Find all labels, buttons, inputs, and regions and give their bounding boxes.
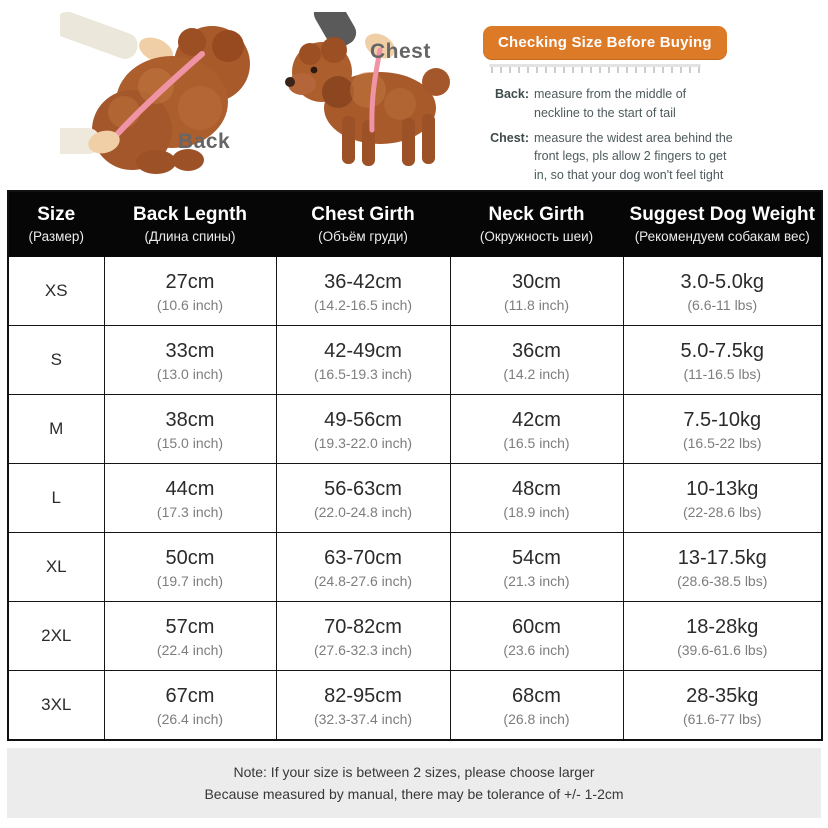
col-header-neck-girth: Neck Girth (Окружность шеи) (450, 191, 623, 257)
size-guide-panel (483, 26, 733, 185)
footer-note (7, 748, 821, 818)
neck-girth-cell: 54cm (21.3 inch) (450, 533, 623, 602)
weight-cell: 18-28kg (39.6-61.6 lbs) (623, 602, 822, 671)
table-header-row (8, 191, 822, 257)
size-cell: L (8, 464, 104, 533)
ruler-tape-icon (489, 64, 701, 73)
back-photo-label: Back (178, 130, 231, 153)
back-length-cell: 44cm (17.3 inch) (104, 464, 276, 533)
size-table (7, 190, 823, 741)
table-row (8, 326, 822, 395)
size-cell: M (8, 395, 104, 464)
dog-back-illustration (60, 12, 272, 180)
col-header-size: Size (Размер) (8, 191, 104, 257)
weight-cell: 13-17.5kg (28.6-38.5 lbs) (623, 533, 822, 602)
chest-girth-cell: 42-49cm (16.5-19.3 inch) (276, 326, 450, 395)
weight-cell: 3.0-5.0kg (6.6-11 lbs) (623, 257, 822, 326)
chest-girth-cell: 56-63cm (22.0-24.8 inch) (276, 464, 450, 533)
back-length-cell: 57cm (22.4 inch) (104, 602, 276, 671)
table-row (8, 602, 822, 671)
dog-chest-measure-photo (276, 12, 454, 180)
weight-cell: 5.0-7.5kg (11-16.5 lbs) (623, 326, 822, 395)
back-instruction-label: Back: (494, 87, 529, 101)
neck-girth-cell: 48cm (18.9 inch) (450, 464, 623, 533)
dog-chest-illustration (276, 12, 454, 180)
neck-girth-cell: 42cm (16.5 inch) (450, 395, 623, 464)
back-length-cell: 33cm (13.0 inch) (104, 326, 276, 395)
neck-girth-cell: 68cm (26.8 inch) (450, 671, 623, 741)
table-row (8, 395, 822, 464)
col-header-weight: Suggest Dog Weight (Рекомендуем собакам вес) (623, 191, 822, 257)
chest-instruction-label: Chest: (490, 130, 529, 145)
table-row (8, 257, 822, 326)
weight-cell: 28-35kg (61.6-77 lbs) (623, 671, 822, 741)
note-line-2: Because measured by manual, there may be tolerance of +/- 1-2cm (204, 786, 624, 802)
size-cell: 2XL (8, 602, 104, 671)
col-header-back-length: Back Legnth (Длина спины) (104, 191, 276, 257)
checking-size-banner: Checking Size Before Buying (483, 26, 727, 59)
back-instruction-text: measure from the middle of neckline to the start of tail (534, 87, 687, 120)
neck-girth-cell: 30cm (11.8 inch) (450, 257, 623, 326)
table-row (8, 464, 822, 533)
back-length-cell: 67cm (26.4 inch) (104, 671, 276, 741)
back-length-cell: 38cm (15.0 inch) (104, 395, 276, 464)
chest-photo-label: Chest (370, 40, 431, 63)
neck-girth-cell: 36cm (14.2 inch) (450, 326, 623, 395)
size-cell: XS (8, 257, 104, 326)
chest-girth-cell: 70-82cm (27.6-32.3 inch) (276, 602, 450, 671)
size-cell: S (8, 326, 104, 395)
measuring-guide-section (0, 0, 828, 188)
chest-girth-cell: 63-70cm (24.8-27.6 inch) (276, 533, 450, 602)
chest-girth-cell: 36-42cm (14.2-16.5 inch) (276, 257, 450, 326)
col-header-chest-girth: Chest Girth (Объём груди) (276, 191, 450, 257)
measuring-instructions (483, 85, 735, 185)
chest-girth-cell: 49-56cm (19.3-22.0 inch) (276, 395, 450, 464)
chest-instruction-text: measure the widest area behind the front legs, pls allow 2 fingers to get in, so that your dog won't feel tight (534, 130, 733, 182)
table-row (8, 671, 822, 741)
weight-cell: 7.5-10kg (16.5-22 lbs) (623, 395, 822, 464)
chest-girth-cell: 82-95cm (32.3-37.4 inch) (276, 671, 450, 741)
size-cell: 3XL (8, 671, 104, 741)
dog-back-measure-photo (60, 12, 272, 180)
back-length-cell: 27cm (10.6 inch) (104, 257, 276, 326)
neck-girth-cell: 60cm (23.6 inch) (450, 602, 623, 671)
back-length-cell: 50cm (19.7 inch) (104, 533, 276, 602)
table-row (8, 533, 822, 602)
size-cell: XL (8, 533, 104, 602)
weight-cell: 10-13kg (22-28.6 lbs) (623, 464, 822, 533)
note-line-1: Note: If your size is between 2 sizes, please choose larger (233, 764, 595, 780)
